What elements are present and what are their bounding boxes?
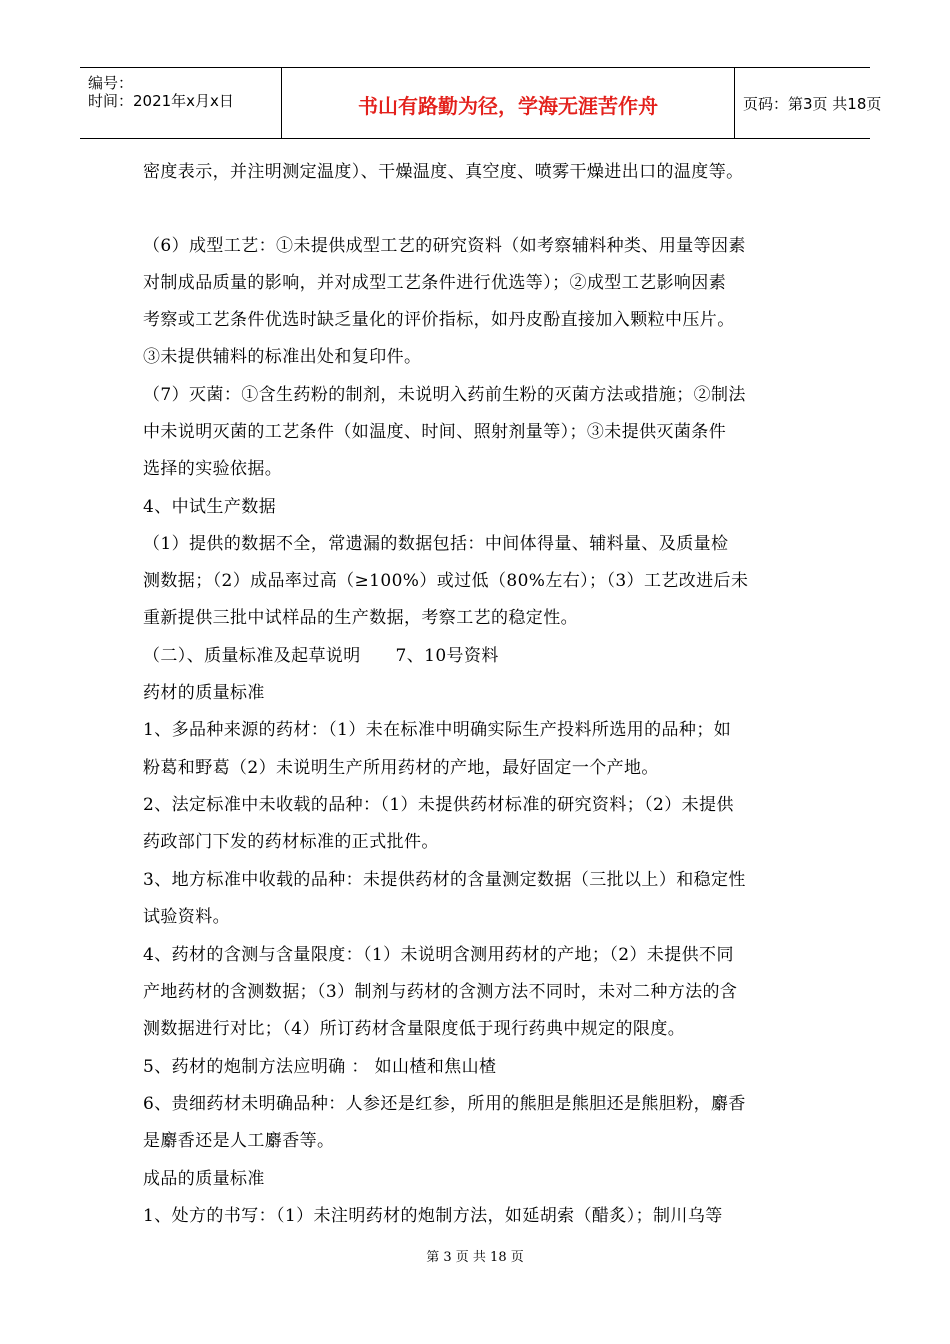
text-line: 4、中试生产数据 — [143, 497, 277, 517]
header-page-info: 页码：第3页 共18页 — [743, 95, 882, 113]
text-line: 5、药材的炮制方法应明确 ： 如山楂和焦山楂 — [143, 1057, 497, 1077]
text-line: 测数据进行对比；（4）所订药材含量限度低于现行药典中规定的限度。 — [143, 1019, 686, 1039]
text-line: 中未说明灭菌的工艺条件（如温度、时间、照射剂量等）；③未提供灭菌条件 — [143, 422, 727, 442]
text-line: （1）提供的数据不全，常遗漏的数据包括：中间体得量、辅料量、及质量检 — [143, 534, 729, 554]
text-line: 对制成品质量的影响，并对成型工艺条件进行优选等）；②成型工艺影响因素 — [143, 273, 727, 293]
text-line: 3、地方标准中收载的品种：未提供药材的含量测定数据（三批以上）和稳定性 — [143, 870, 746, 890]
text-line: 药材的质量标准 — [143, 683, 265, 703]
text-line: 密度表示，并注明测定温度）、干燥温度、真空度、喷雾干燥进出口的温度等。 — [143, 162, 744, 182]
text-line: 试验资料。 — [143, 907, 230, 927]
text-line: （7）灭菌：①含生药粉的制剂，未说明入药前生粉的灭菌方法或措施；②制法 — [143, 385, 746, 405]
header-meta-cell — [80, 68, 281, 138]
text-line: 1、多品种来源的药材：（1）未在标准中明确实际生产投料所选用的品种；如 — [143, 720, 732, 740]
doc-number-label: 编号： — [88, 74, 134, 92]
text-line: （二）、质量标准及起草说明 7、10号资料 — [143, 646, 499, 666]
text-line: ③未提供辅料的标准出处和复印件。 — [143, 347, 422, 367]
text-line: 2、法定标准中未收载的品种：（1）未提供药材标准的研究资料；（2）未提供 — [143, 795, 734, 815]
text-line: 选择的实验依据。 — [143, 459, 283, 479]
text-line: 1、处方的书写：（1）未注明药材的炮制方法，如延胡索（醋炙）；制川乌等 — [143, 1206, 723, 1226]
text-line: 4、药材的含测与含量限度：（1）未说明含测用药材的产地；（2）未提供不同 — [143, 945, 734, 965]
text-line: （6）成型工艺：①未提供成型工艺的研究资料（如考察辅料种类、用量等因素 — [143, 236, 746, 256]
page-header — [80, 67, 882, 139]
text-line: 测数据；（2）成品率过高（≥100%）或过低（80%左右）；（3）工艺改进后未 — [143, 571, 749, 591]
text-line: 6、贵细药材未明确品种：人参还是红参，所用的熊胆是熊胆还是熊胆粉，麝香 — [143, 1094, 746, 1114]
header-motto-cell — [281, 68, 735, 138]
text-line: 成品的质量标准 — [143, 1169, 265, 1189]
text-line: 产地药材的含测数据；（3）制剂与药材的含测方法不同时，未对二种方法的含 — [143, 982, 738, 1002]
header-motto: 书山有路勤为径，学海无涯苦作舟 — [358, 94, 658, 118]
page-footer: 第 3 页 共 18 页 — [426, 1250, 524, 1265]
text-line: 是麝香还是人工麝香等。 — [143, 1131, 335, 1151]
text-line: 粉葛和野葛（2）未说明生产所用药材的产地，最好固定一个产地。 — [143, 758, 659, 778]
header-page-cell — [735, 68, 882, 138]
text-line: 药政部门下发的药材标准的正式批件。 — [143, 832, 439, 852]
text-line: 考察或工艺条件优选时缺乏量化的评价指标，如丹皮酚直接加入颗粒中压片。 — [143, 310, 735, 330]
doc-date-label: 时间：2021年x月x日 — [88, 92, 234, 110]
text-line: 重新提供三批中试样品的生产数据，考察工艺的稳定性。 — [143, 608, 578, 628]
